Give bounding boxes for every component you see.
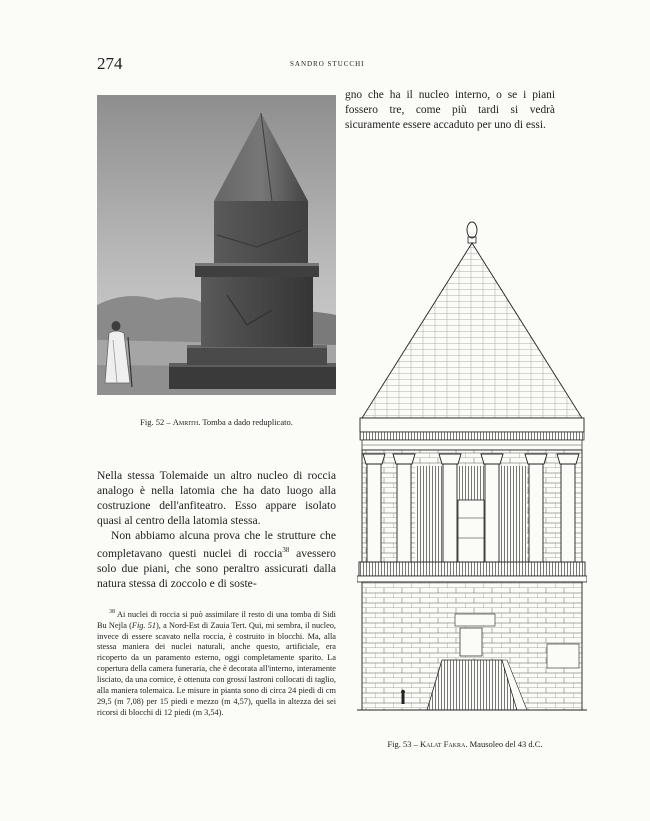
main-paragraph-1: Nella stessa Tolemaide un altro nucleo di roccia analogo è nella latomia che ha dato luogo alla costruzione dell'anfiteatro. Esso appare isolato quasi al centro della latomia stessa. bbox=[97, 469, 336, 527]
figure-52-caption bbox=[97, 417, 336, 427]
page-number: 274 bbox=[97, 54, 123, 73]
main-paragraph-2 bbox=[97, 528, 336, 591]
right-column-paragraph: gno che ha il nucleo interno, o se i piani fossero tre, come più tardi si vedrà sicuramente essere accaduto per uno di essi. bbox=[345, 89, 555, 131]
paragraph-2-text-a: Non abbiamo alcuna prova che le strutture che completavano questi nuclei di roccia bbox=[97, 529, 336, 560]
figure-53-caption bbox=[345, 739, 585, 749]
figure-53-label: Fig. 53 – bbox=[387, 739, 418, 749]
footnote-paragraph bbox=[97, 607, 336, 719]
figure-53-place: Kalat Fakra bbox=[420, 739, 466, 749]
main-text bbox=[97, 468, 336, 591]
footnote-text-a: Ai nuclei di roccia si può assimilare il resto di una tomba di Sidi Bu Nejla ( bbox=[97, 609, 336, 630]
figure-53-description: . Mausoleo del 43 d.C. bbox=[465, 739, 543, 749]
figure-52-place: Amrith bbox=[172, 417, 199, 427]
figure-53-drawing bbox=[357, 218, 587, 720]
right-column-text bbox=[345, 88, 555, 133]
figure-52-description: . Tomba a dado reduplicato. bbox=[198, 417, 293, 427]
footnote-figure-link[interactable]: Fig. 51 bbox=[131, 620, 157, 630]
amrith-tomb-photo bbox=[97, 95, 336, 395]
running-head: SANDRO STUCCHI bbox=[290, 60, 365, 68]
figure-52-label: Fig. 52 – bbox=[140, 417, 171, 427]
paragraph-2-text-b: avessero solo due piani, che sono peraltro assicurati dalla natura stessa di zoccolo e di soste- bbox=[97, 546, 336, 590]
figure-52-photo bbox=[97, 95, 336, 395]
footnote-ref-38[interactable]: 38 bbox=[282, 546, 290, 554]
footnote-number: 38 bbox=[109, 609, 115, 615]
footnote-38 bbox=[97, 607, 336, 719]
footnote-text-b: ), a Nord-Est di Zauia Tert. Qui, mi sembra, il nucleo, invece di essere scavato nella roccia, è costruito in blocchi. Ma, alla stessa maniera dei nuclei naturali, anche questo, artificiale, era ricoperto da un paramento esterno, oggi completamente sparito. La copertura della camera funeraria, che è decorata all'interno, interamente lisciato, da una cornice, è ottenuta con grossi lastroni collocati di taglio, alla maniera tolemaica. Le misure in pianta sono di circa 24 piedi di cm 29,5 (m 7,08) per 15 piedi e mezzo (m 4,57), quella in altezza dei sei ricorsi di blocchi di 12 piedi (m 3,54). bbox=[97, 620, 337, 717]
kalat-fakra-mausoleum-drawing bbox=[357, 218, 587, 720]
